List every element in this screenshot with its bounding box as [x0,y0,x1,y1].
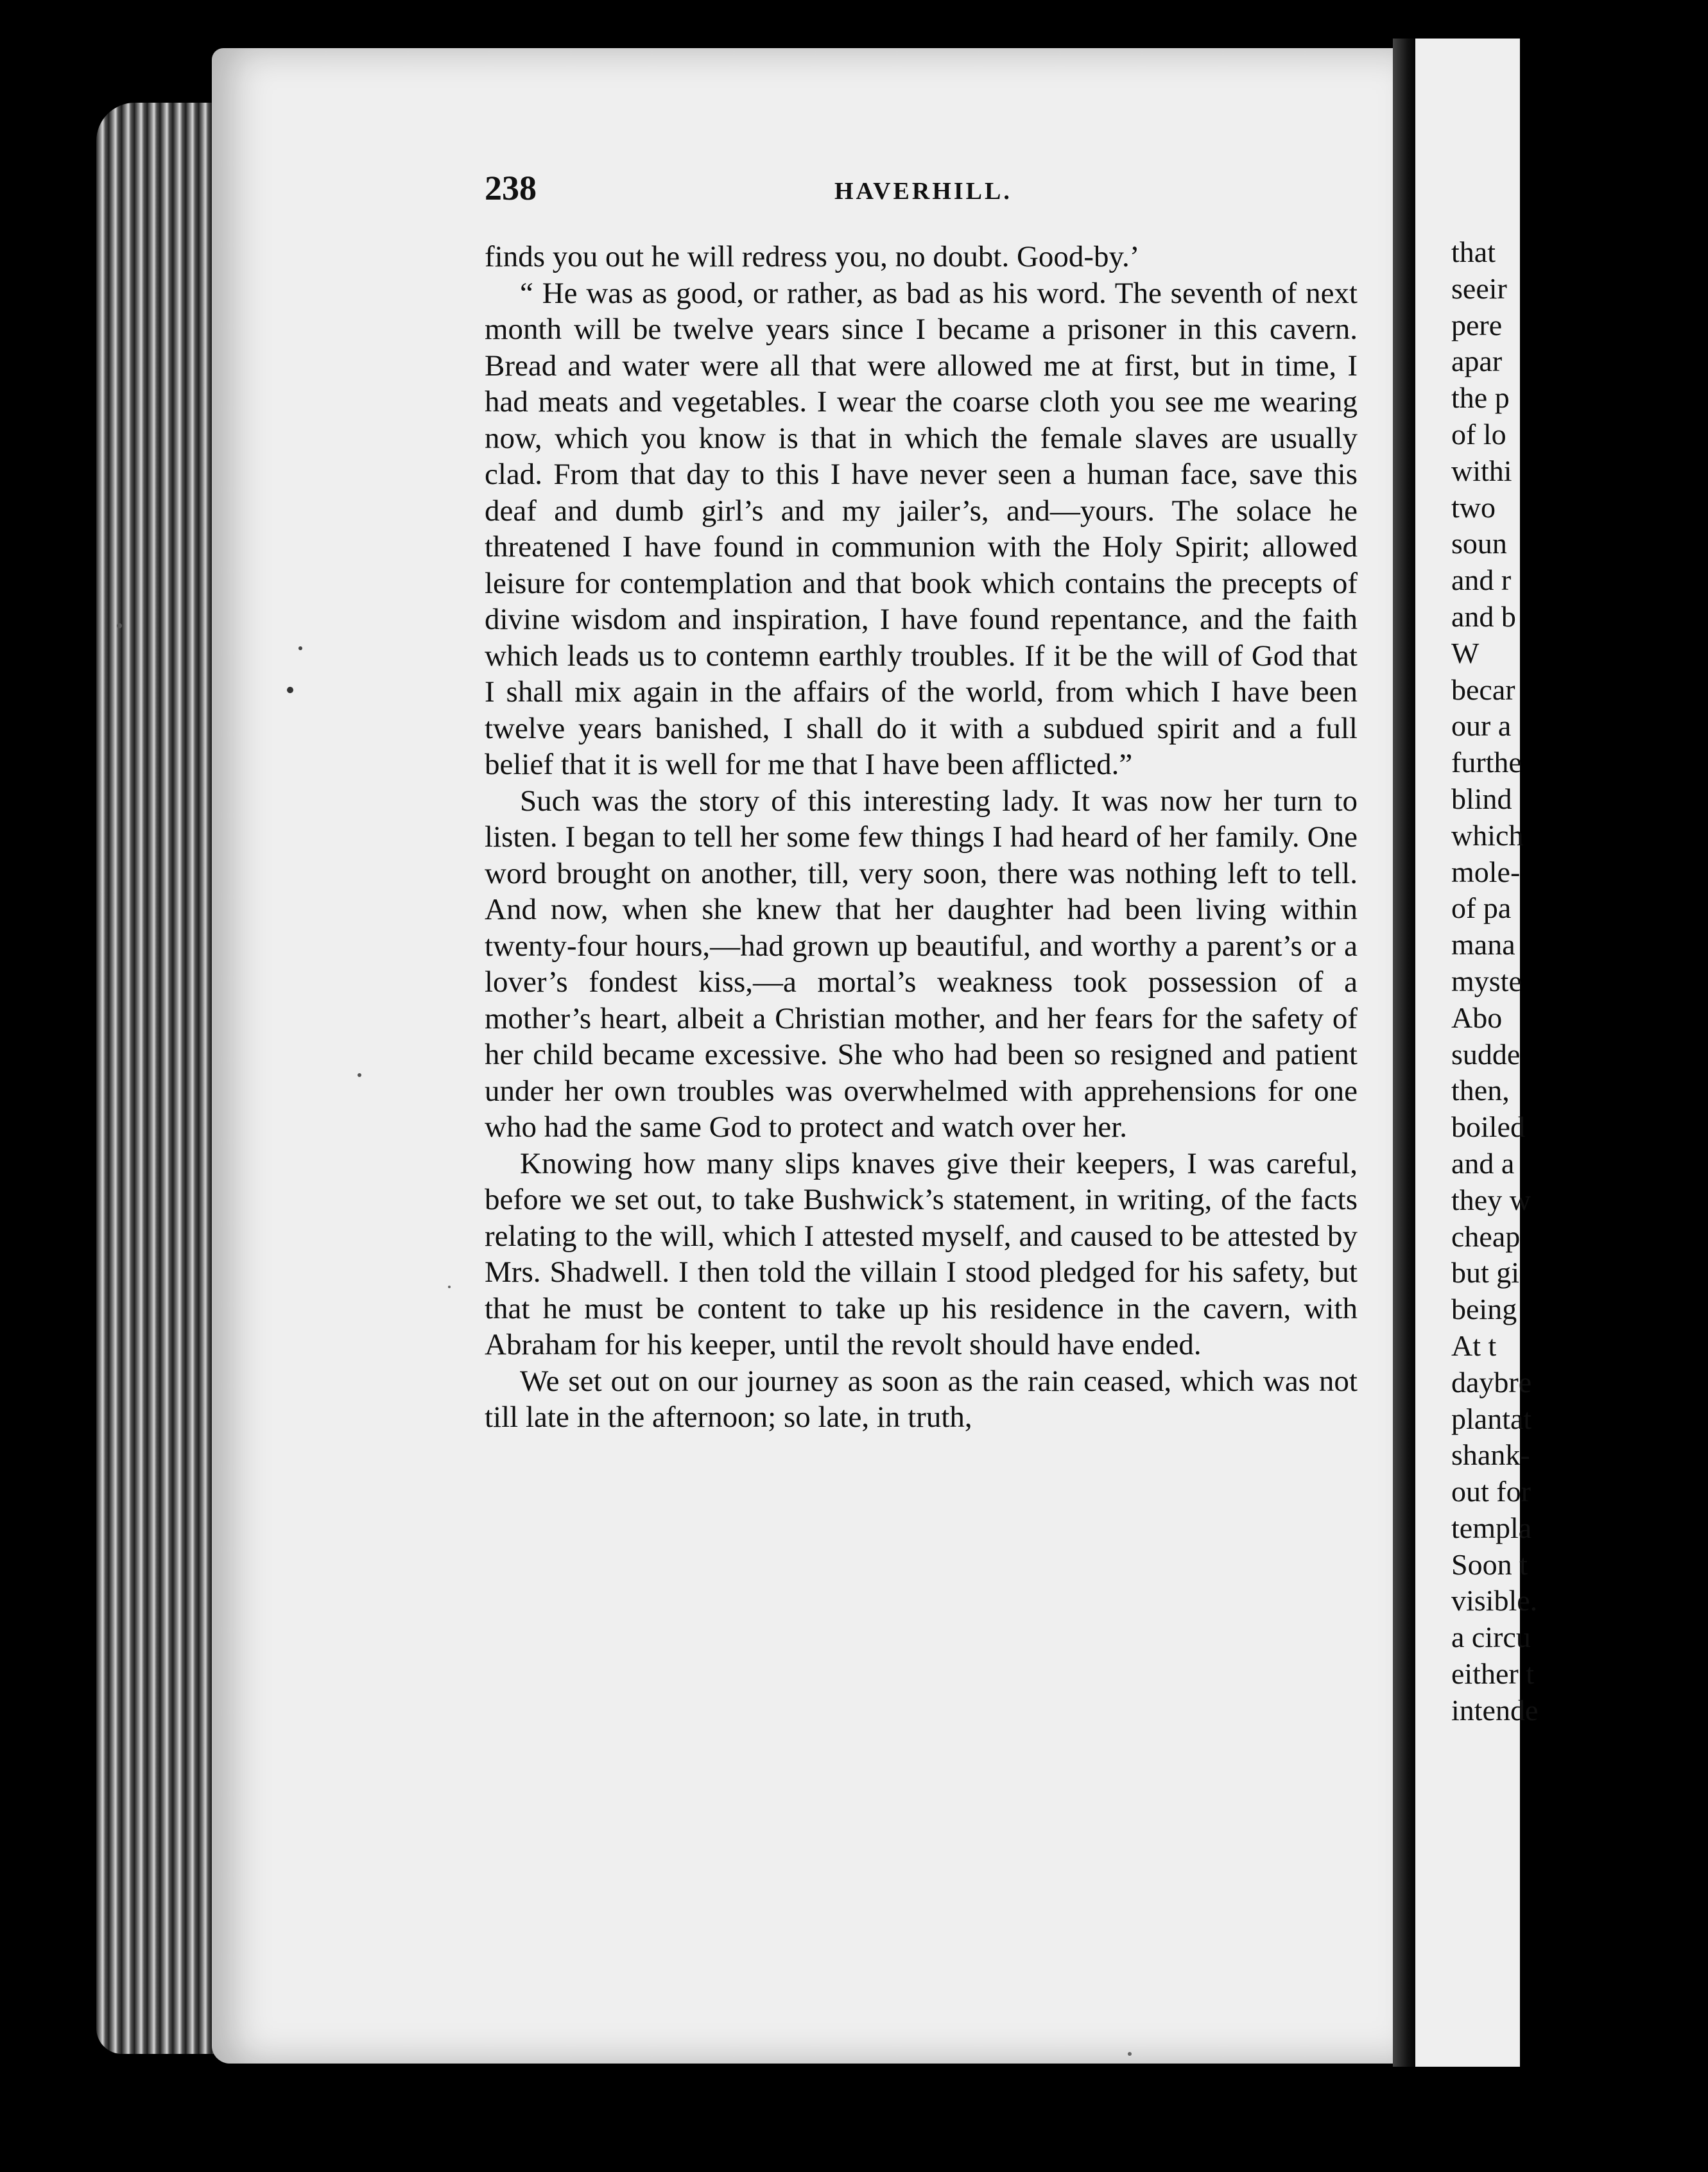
right-page-line: templa [1451,1511,1532,1544]
right-page-line: being [1451,1293,1517,1326]
right-page-line: blind [1451,782,1512,815]
right-page-line: either t [1451,1657,1534,1691]
paragraph-3: Such was the story of this interesting lady. It was now her turn to listen. I began to tell her some few things I had heard of her family. One word brought on another, till, very soon, there was nothing left to tell. And now, when she knew that her daughter had been living within twenty-four hours,—had grown up beautiful, and worthy a parent’s or a lover’s fondest kiss,—a mortal’s weakness took possession of a mother’s heart, albeit a Christian mother, and her fears for the safety of her child became excessive. She who had been so resigned and patient under her own troubles was overwhelmed with apprehensions for one who had the same God to protect and watch over her. [485,784,1358,1144]
book-gutter [1393,39,1419,2067]
paragraph-4: Knowing how many slips knaves give their keepers, I was careful, before we set out, to take Bushwick’s statement, in writing, of the facts relating to the will, which I attested myself, and caused to be attested by Mrs. Shadwell. I then told the villain I stood pledged for his safety, but that he must be content to take up his residence in the cavern, with Abraham for his keeper, until the revolt should have ended. [485,1146,1358,1361]
right-page-line: seeir [1451,272,1507,305]
right-page-line: pere [1451,308,1503,341]
right-page-line: visible. [1451,1584,1538,1617]
right-page-line: which [1451,818,1524,852]
right-page-line: they w [1451,1183,1531,1216]
right-page-line: the p [1451,381,1510,415]
right-page-line: soun [1451,527,1507,560]
right-page-line: and r [1451,564,1512,597]
right-page-line: shank- [1451,1438,1530,1472]
page-number: 238 [485,169,537,207]
right-page-line: furthe [1451,746,1522,779]
right-page-line: At t [1451,1329,1497,1362]
right-page-line: becar [1451,673,1515,706]
right-page-line: intende [1451,1693,1539,1727]
right-page-line: apar [1451,345,1503,378]
right-page-line: cheap [1451,1220,1521,1253]
right-page-fragment [1415,39,1539,2067]
body-text [485,239,1358,1436]
paragraph-1: finds you out he will redress you, no doubt. Good-by.’ [485,240,1140,273]
right-page-line: and a [1451,1146,1515,1180]
paragraph-2: “ He was as good, or rather, as bad as his word. The seventh of next month will be twelve years since I became a prisoner in this cavern. Bread and water were all that were allowed me at first, but in time, I had meats and vegetables. I wear the coarse cloth you see me wearing now, which you know is that in which the female slaves are usually clad. From that day to this I have never seen a human face, save this deaf and dumb girl’s and my jailer’s, and—yours. The solace he threatened I have found in communion with the Holy Spirit; allowed leisure for contemplation and that book which contains the precepts of divine wisdom and inspiration, I have found repentance, and the faith which leads us to contemn earthly troubles. If it be the will of God that I shall mix again in the affairs of the world, from which I have been twelve years banished, I shall do it with a subdued spirit and a full belief that it is well for me that I have been afflicted.” [485,276,1358,781]
right-page-line: sudde [1451,1037,1521,1071]
right-page-line: Abo [1451,1001,1503,1034]
right-page-line: mana [1451,928,1515,961]
right-page-line: Soon t [1451,1547,1528,1581]
right-page-line: then, [1451,1074,1510,1107]
right-page-line: of pa [1451,892,1512,925]
page-header [485,168,1345,213]
right-page-line: mole- [1451,855,1521,888]
right-page-line: plantat [1451,1402,1532,1435]
right-page-line: our a [1451,709,1512,743]
right-page-line: a circu [1451,1621,1531,1654]
right-page-text-column [1451,234,1708,1729]
right-page-line: but gi [1451,1256,1520,1289]
right-page-line: W [1451,636,1479,669]
right-page-line: out for [1451,1475,1531,1508]
right-page-line: and b [1451,599,1516,633]
right-page-line: withi [1451,454,1512,487]
right-page-line: boiled [1451,1110,1525,1144]
right-page-line: of lo [1451,417,1506,451]
paragraph-5: We set out on our journey as soon as the rain ceased, which was not till late in the afternoon; so late, in truth, [485,1364,1358,1434]
right-page-line: two [1451,490,1496,524]
right-page-line: myste [1451,964,1522,997]
running-title: HAVERHILL. [834,178,1012,205]
right-page-line: daybre [1451,1365,1532,1399]
right-page-line: that [1451,236,1496,268]
